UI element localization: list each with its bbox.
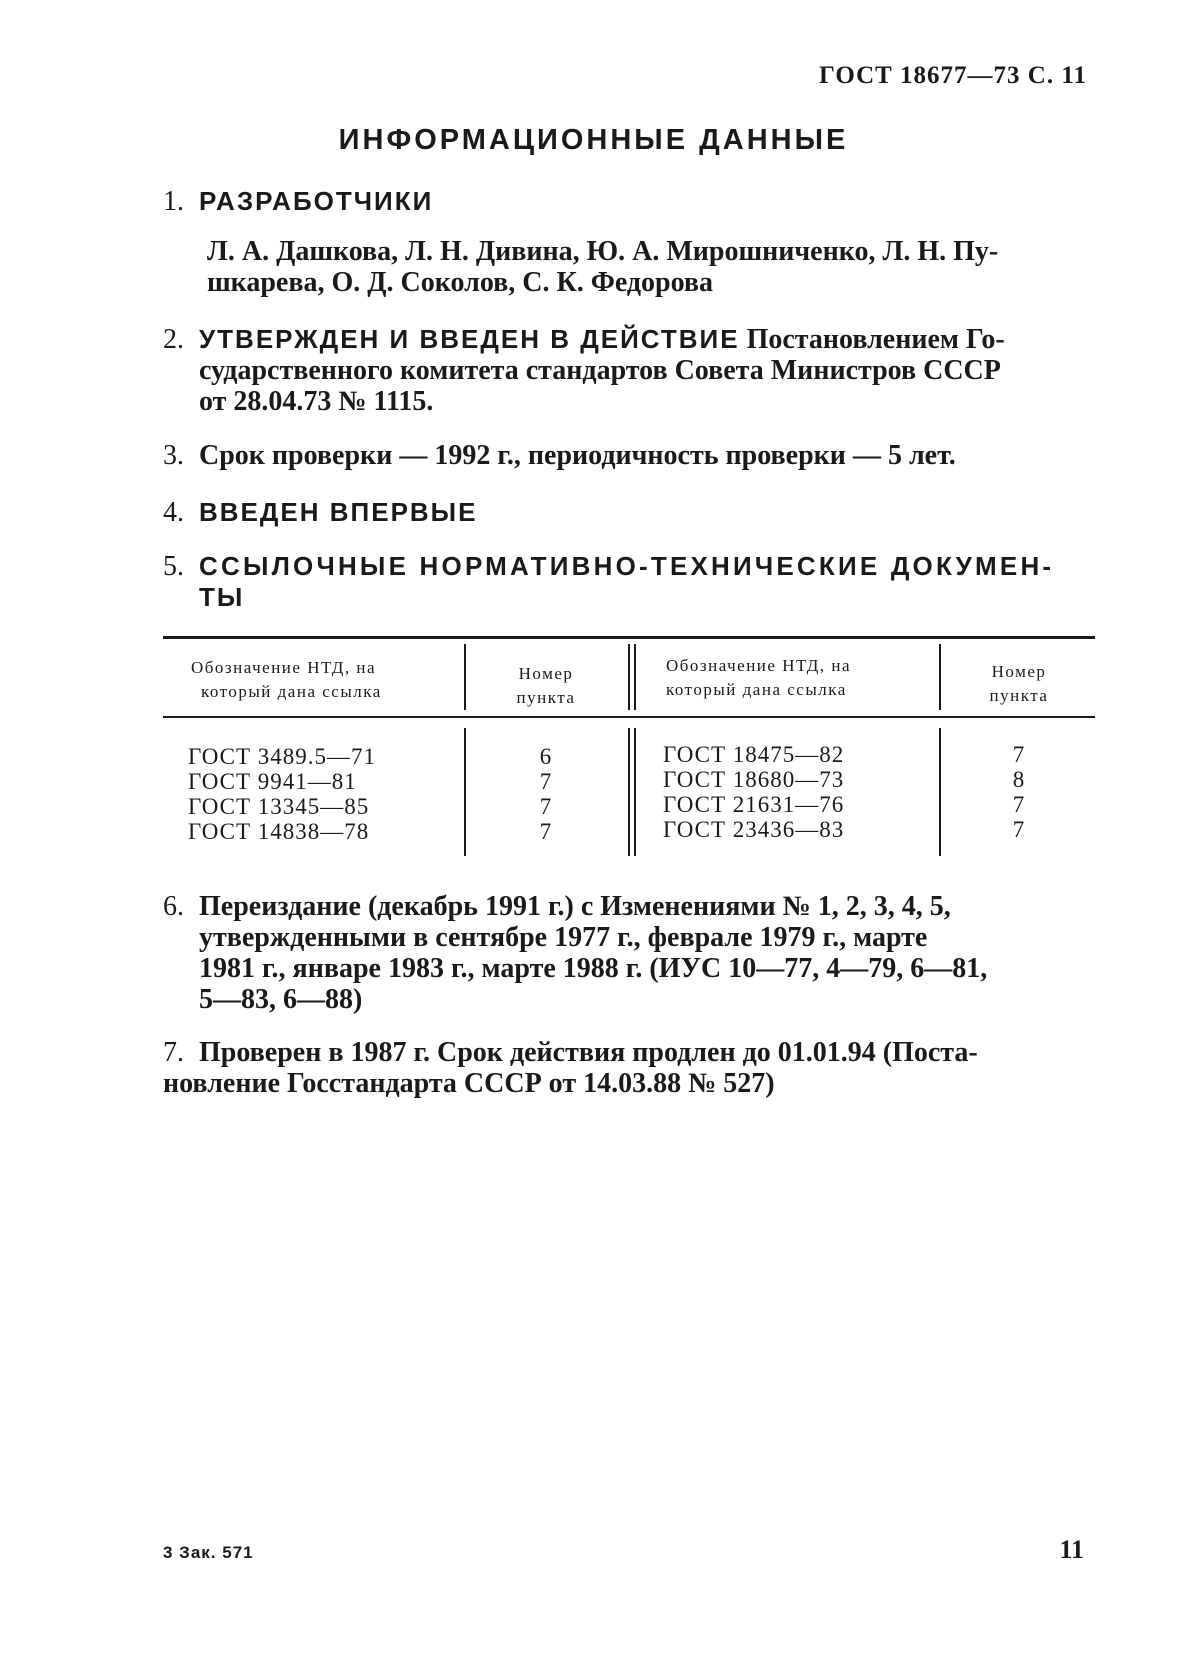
page-title: ИНФОРМАЦИОННЫЕ ДАННЫЕ — [338, 124, 849, 156]
reference-items-left — [476, 744, 616, 844]
item-number: 3. — [163, 440, 184, 471]
column-divider — [939, 644, 941, 710]
section-references — [163, 551, 1093, 613]
section-heading: ВВЕДЕН ВПЕРВЫЕ — [199, 497, 478, 527]
developers-line: Л. А. Дашкова, Л. Н. Дивина, Ю. А. Мирошниченко, Л. Н. Пу- — [207, 236, 999, 267]
item-number: 2. — [163, 324, 184, 355]
review-text: Срок проверки — 1992 г., периодичность проверки — 5 лет. — [199, 440, 956, 471]
section-review — [163, 440, 1093, 471]
table-header-rule — [163, 716, 1095, 718]
header-line: Номер — [518, 664, 574, 683]
developers-list — [207, 236, 1093, 298]
header-line: который дана ссылка — [201, 682, 382, 701]
reference-docs-right — [663, 742, 844, 842]
section-heading: ССЫЛОЧНЫЕ НОРМАТИВНО-ТЕХНИЧЕСКИЕ ДОКУМЕН- — [199, 551, 1055, 581]
header-line: пункта — [989, 686, 1049, 705]
section-heading: УТВЕРЖДЕН И ВВЕДЕН В ДЕЙСТВИЕ — [199, 324, 740, 354]
reissue-text: 1981 г., январе 1983 г., марте 1988 г. (ИУС 10—77, 4—79, 6—81, — [199, 953, 988, 984]
item-number: 5. — [163, 551, 184, 582]
column-divider — [464, 644, 466, 710]
section-reissue — [163, 891, 1093, 1015]
checked-text: новление Госстандарта СССР от 14.03.88 № 527) — [163, 1068, 775, 1099]
reference-item: 7 — [539, 819, 553, 844]
reference-item: 7 — [1012, 742, 1026, 767]
column-divider — [628, 644, 630, 710]
header-line: Обозначение НТД, на — [666, 656, 852, 675]
references-table — [163, 636, 1095, 866]
header-line: Номер — [991, 662, 1047, 681]
item-number: 4. — [163, 497, 184, 528]
item-number: 1. — [163, 186, 184, 217]
item-number: 7. — [163, 1037, 184, 1068]
column-header-doc — [191, 656, 382, 704]
page-header: ГОСТ 18677—73 С. 11 — [819, 62, 1087, 89]
reference-doc: ГОСТ 9941—81 — [188, 769, 357, 794]
reference-doc: ГОСТ 21631—76 — [663, 792, 845, 817]
reissue-text: Переиздание (декабрь 1991 г.) с Изменениями № 1, 2, 3, 4, 5, — [199, 891, 951, 922]
table-top-rule — [163, 636, 1095, 639]
section-approved — [163, 324, 1093, 417]
checked-text: Проверен в 1987 г. Срок действия продлен до 01.01.94 (Поста- — [199, 1037, 978, 1068]
approval-text: сударственного комитета стандартов Совета Министров СССР — [199, 355, 1001, 386]
reference-item: 7 — [539, 794, 553, 819]
reference-doc: ГОСТ 18680—73 — [663, 767, 845, 792]
developers-line: шкарева, О. Д. Соколов, С. К. Федорова — [207, 267, 714, 298]
section-heading: РАЗРАБОТЧИКИ — [199, 186, 434, 216]
approval-text: от 28.04.73 № 1115. — [199, 386, 434, 417]
column-divider — [939, 728, 941, 856]
column-divider — [464, 728, 466, 856]
column-header-doc — [666, 654, 851, 702]
header-line: пункта — [516, 688, 576, 707]
header-line: Обозначение НТД, на — [191, 658, 377, 677]
reference-item: 7 — [1012, 792, 1026, 817]
approval-text: Постановлением Го- — [739, 324, 1005, 355]
reference-item: 8 — [1012, 767, 1026, 792]
item-number: 6. — [163, 891, 184, 922]
reference-doc: ГОСТ 13345—85 — [188, 794, 370, 819]
page-number: 11 — [1059, 1535, 1084, 1564]
section-introduced — [163, 497, 1093, 528]
section-checked — [163, 1037, 1093, 1099]
reissue-text: 5—83, 6—88) — [199, 984, 363, 1015]
order-number: 3 Зак. 571 — [163, 1543, 254, 1562]
column-header-item — [476, 662, 616, 710]
reference-doc: ГОСТ 18475—82 — [663, 742, 845, 767]
reference-docs-left — [188, 744, 376, 844]
reference-doc: ГОСТ 3489.5—71 — [188, 744, 377, 769]
column-divider — [634, 644, 636, 710]
reference-item: 7 — [539, 769, 553, 794]
reference-doc: ГОСТ 14838—78 — [188, 819, 370, 844]
reissue-text: утвержденными в сентябре 1977 г., феврале 1979 г., марте — [199, 922, 928, 953]
column-header-item — [949, 660, 1089, 708]
header-line: который дана ссылка — [666, 680, 847, 699]
section-heading: ТЫ — [199, 582, 245, 612]
reference-item: 7 — [1012, 817, 1026, 842]
section-developers — [163, 186, 1093, 217]
reference-doc: ГОСТ 23436—83 — [663, 817, 845, 842]
column-divider — [634, 728, 636, 856]
column-divider — [628, 728, 630, 856]
reference-items-right — [949, 742, 1089, 842]
reference-item: 6 — [539, 744, 553, 769]
